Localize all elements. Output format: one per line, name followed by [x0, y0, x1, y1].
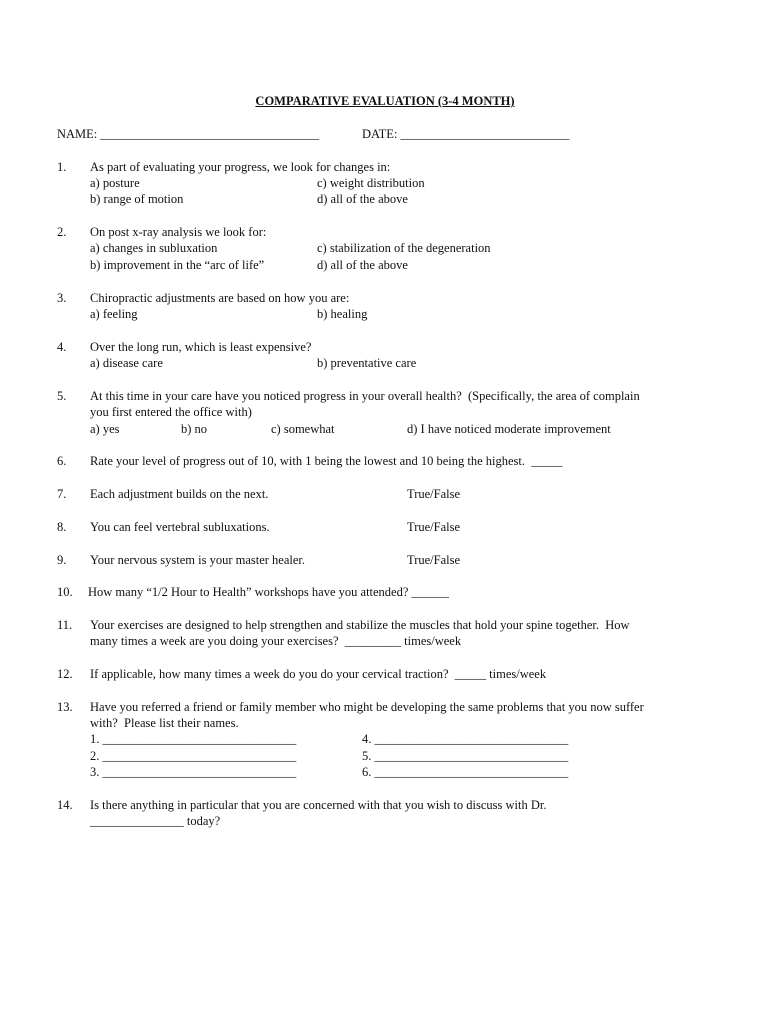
referral-line-3[interactable]: 3. _______________________________: [90, 765, 297, 779]
option-d[interactable]: d) all of the above: [317, 192, 408, 206]
option-c[interactable]: c) weight distribution: [317, 176, 425, 190]
question-text: Each adjustment builds on the next.: [90, 487, 269, 501]
referral-line-2[interactable]: 2. _______________________________: [90, 749, 297, 763]
question-number: 14.: [57, 798, 73, 812]
question-text-cont[interactable]: many times a week are you doing your exercises? _________ times/week: [90, 634, 462, 648]
option-a[interactable]: a) changes in subluxation: [90, 241, 218, 255]
option-b[interactable]: b) no: [181, 422, 208, 436]
question-number: 1.: [57, 160, 67, 174]
question-text: As part of evaluating your progress, we look for changes in:: [90, 160, 391, 174]
option-a[interactable]: a) feeling: [90, 307, 138, 321]
name-field[interactable]: NAME: ___________________________________: [57, 127, 320, 141]
question-number: 3.: [57, 291, 67, 305]
option-a[interactable]: a) posture: [90, 176, 140, 190]
question-text[interactable]: Rate your level of progress out of 10, with 1 being the lowest and 10 being the highest. _____: [90, 454, 563, 468]
referral-line-4[interactable]: 4. _______________________________: [362, 732, 569, 746]
question-number: 5.: [57, 389, 67, 403]
true-false-choice[interactable]: True/False: [407, 487, 461, 501]
option-d[interactable]: d) all of the above: [317, 258, 408, 272]
question-text: Is there anything in particular that you are concerned with that you wish to discuss with Dr.: [90, 798, 547, 812]
question-number: 2.: [57, 225, 67, 239]
form-title: COMPARATIVE EVALUATION (3-4 MONTH): [255, 94, 515, 108]
option-b[interactable]: b) improvement in the “arc of life”: [90, 258, 265, 272]
option-a[interactable]: a) disease care: [90, 356, 163, 370]
question-text: Have you referred a friend or family member who might be developing the same problems that you now suffer: [90, 700, 644, 714]
true-false-choice[interactable]: True/False: [407, 553, 461, 567]
question-text: Over the long run, which is least expensive?: [90, 340, 312, 354]
referral-line-5[interactable]: 5. _______________________________: [362, 749, 569, 763]
question-number: 6.: [57, 454, 67, 468]
question-text[interactable]: How many “1/2 Hour to Health” workshops have you attended? ______: [88, 585, 450, 599]
question-number: 7.: [57, 487, 67, 501]
question-text-cont: you first entered the office with): [90, 405, 252, 419]
question-number: 9.: [57, 553, 67, 567]
option-b[interactable]: b) healing: [317, 307, 368, 321]
question-number: 13.: [57, 700, 73, 714]
true-false-choice[interactable]: True/False: [407, 520, 461, 534]
date-field[interactable]: DATE: ___________________________: [362, 127, 570, 141]
referral-line-1[interactable]: 1. _______________________________: [90, 732, 297, 746]
option-a[interactable]: a) yes: [90, 422, 120, 436]
option-d[interactable]: d) I have noticed moderate improvement: [407, 422, 611, 436]
question-text: At this time in your care have you noticed progress in your overall health? (Specifically, the area of complain: [90, 389, 640, 403]
question-number: 4.: [57, 340, 67, 354]
question-number: 12.: [57, 667, 73, 681]
question-text-cont[interactable]: _______________ today?: [90, 814, 221, 828]
question-number: 10.: [57, 585, 73, 599]
question-text: Your nervous system is your master healer.: [90, 553, 306, 567]
question-text: You can feel vertebral subluxations.: [90, 520, 270, 534]
question-text[interactable]: If applicable, how many times a week do you do your cervical traction? _____ times/week: [90, 667, 547, 681]
question-number: 11.: [57, 618, 73, 632]
question-text: Your exercises are designed to help strengthen and stabilize the muscles that hold your spine together. How: [90, 618, 630, 632]
option-c[interactable]: c) somewhat: [271, 422, 335, 436]
question-number: 8.: [57, 520, 67, 534]
referral-line-6[interactable]: 6. _______________________________: [362, 765, 569, 779]
option-c[interactable]: c) stabilization of the degeneration: [317, 241, 491, 255]
option-b[interactable]: b) range of motion: [90, 192, 184, 206]
question-text-cont: with? Please list their names.: [90, 716, 239, 730]
question-text: Chiropractic adjustments are based on how you are:: [90, 291, 350, 305]
option-b[interactable]: b) preventative care: [317, 356, 417, 370]
question-text: On post x-ray analysis we look for:: [90, 225, 267, 239]
